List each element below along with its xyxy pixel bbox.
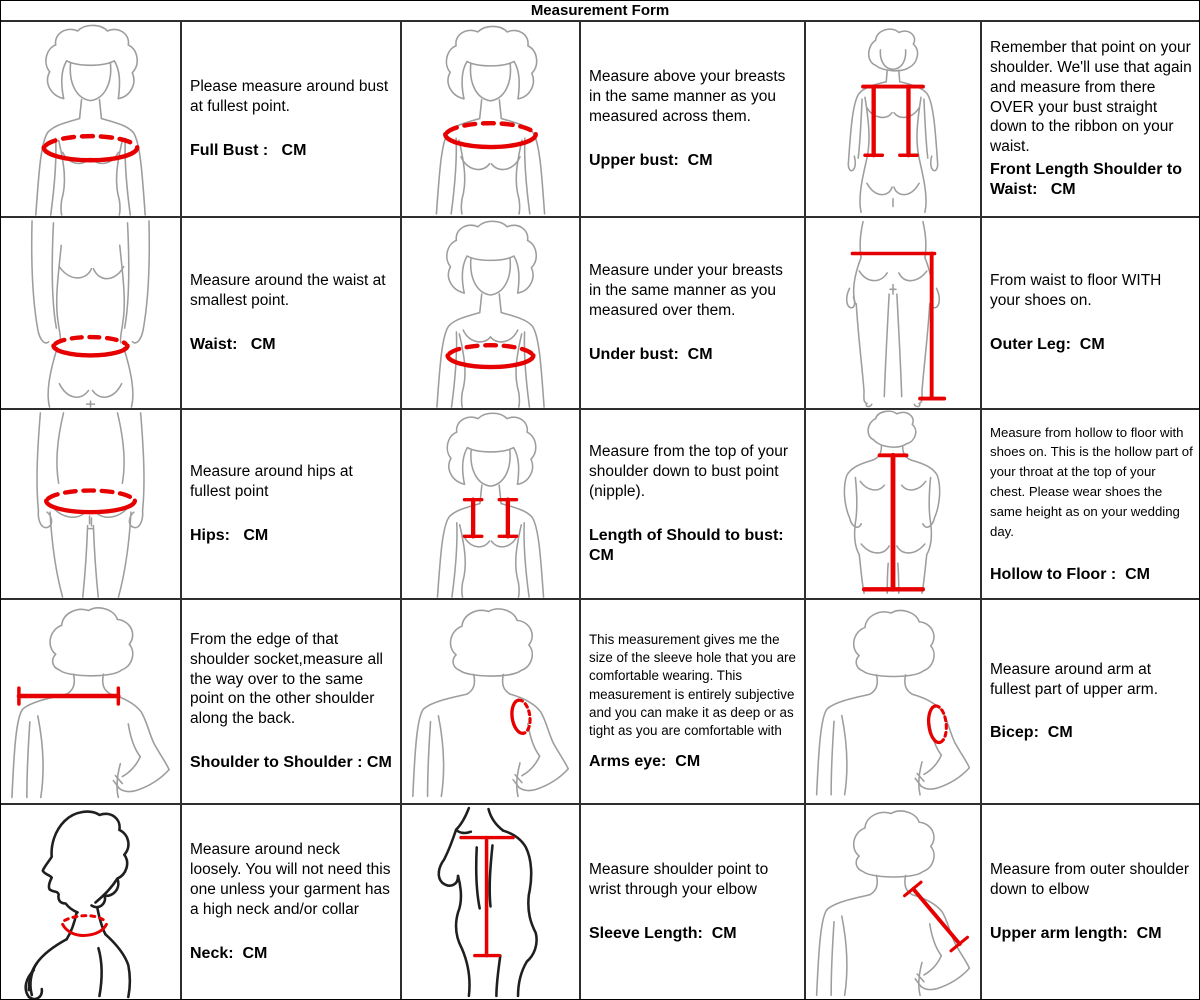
cell-text-under-bust <box>581 218 804 408</box>
cell-text-hollow-to-floor <box>982 410 1199 598</box>
cell-text-shoulder-to-shoulder <box>182 600 400 803</box>
cell-figure-hollow-to-floor <box>806 410 980 598</box>
hips-measure-mark <box>46 491 135 513</box>
measurement-label: Outer Leg: CM <box>990 335 1105 353</box>
cell-figure-under-bust <box>402 218 579 408</box>
shoulder-to-shoulder-figure <box>1 600 180 803</box>
cell-text-hips <box>182 410 400 598</box>
instruction-text: This measurement gives me the size of the sleeve hole that you are comfortable wearing. This measurement is entirely subjective and you can make it as deep or as tight as you are comfortable with <box>589 631 796 738</box>
outer-leg-figure <box>806 218 980 408</box>
cell-text-bicep <box>982 600 1199 803</box>
cell-figure-upper-arm-length <box>806 805 980 999</box>
cell-figure-upper-bust <box>402 22 579 216</box>
cell-text-upper-arm-length <box>982 805 1199 999</box>
arms-eye-measure-mark <box>510 699 532 735</box>
cell-text-shoulder-to-bust <box>581 410 804 598</box>
neck-figure <box>1 805 180 999</box>
measurement-label: Full Bust : CM <box>190 141 307 159</box>
measurement-label: Front Length Shoulder to Waist: CM <box>990 160 1187 198</box>
upper-bust-measure-mark <box>445 123 535 147</box>
measurement-label: Hips: CM <box>190 526 269 544</box>
instruction-text: Measure from hollow to floor with shoes on. This is the hollow part of your throat at the top of your chest. Please wear shoes the same height as on your wedding day. <box>990 424 1193 539</box>
instruction-text: Measure shoulder point to wrist through your elbow <box>589 861 769 898</box>
hollow-to-floor-figure <box>806 410 980 598</box>
cell-figure-waist <box>1 218 180 408</box>
waist-measure-mark <box>53 337 127 355</box>
cell-figure-hips <box>1 410 180 598</box>
instruction-text: Remember that point on your shoulder. We'll use that again and measure from there OVER your bust straight down to the ribbon on your waist. <box>990 39 1192 156</box>
instruction-text: Measure around the waist at smallest point. <box>190 272 386 309</box>
measurement-label: Shoulder to Shoulder : CM <box>190 754 392 772</box>
front-length-figure <box>806 22 980 216</box>
hollow-to-floor-measure-mark <box>864 455 923 589</box>
instruction-text: Measure from outer shoulder down to elbow <box>990 861 1190 898</box>
sleeve-length-figure <box>402 805 579 999</box>
shoulder-to-shoulder-measure-mark <box>19 688 118 704</box>
hips-figure <box>1 410 180 598</box>
sleeve-length-measure-mark <box>461 838 513 956</box>
cell-figure-sleeve-length <box>402 805 579 999</box>
shoulder-to-bust-figure <box>402 410 579 598</box>
measurement-label: Upper arm length: CM <box>990 924 1162 942</box>
bicep-figure <box>806 600 980 803</box>
shoulder-to-bust-measure-mark <box>464 500 516 537</box>
cell-figure-shoulder-to-bust <box>402 410 579 598</box>
cell-figure-outer-leg <box>806 218 980 408</box>
cell-text-front-length <box>982 22 1199 216</box>
cell-figure-full-bust <box>1 22 180 216</box>
cell-text-full-bust <box>182 22 400 216</box>
cell-figure-shoulder-to-shoulder <box>1 600 180 803</box>
upper-arm-length-measure-mark <box>905 882 968 951</box>
cell-figure-neck <box>1 805 180 999</box>
measurement-table <box>1 22 1199 999</box>
bicep-measure-mark <box>927 705 948 743</box>
instruction-text: Measure around neck loosely. You will not need this one unless your garment has a high neck and/or collar <box>190 841 391 918</box>
cell-text-arms-eye <box>581 600 804 803</box>
under-bust-figure <box>402 218 579 408</box>
instruction-text: Please measure around bust at fullest point. <box>190 78 389 115</box>
page-title: Measurement Form <box>1 1 1199 22</box>
measurement-label: Waist: CM <box>190 335 276 353</box>
waist-figure <box>1 218 180 408</box>
under-bust-measure-mark <box>448 345 534 367</box>
measurement-label: Sleeve Length: CM <box>589 924 737 942</box>
measurement-label: Neck: CM <box>190 944 268 962</box>
full-bust-figure <box>1 22 180 216</box>
cell-text-sleeve-length <box>581 805 804 999</box>
instruction-text: Measure from the top of your shoulder down to bust point (nipple). <box>589 443 789 500</box>
full-bust-measure-mark <box>44 136 137 160</box>
cell-text-waist <box>182 218 400 408</box>
instruction-text: Measure under your breasts in the same manner as you measured over them. <box>589 262 783 319</box>
measurement-label: Under bust: CM <box>589 345 713 363</box>
upper-bust-figure <box>402 22 579 216</box>
cell-figure-arms-eye <box>402 600 579 803</box>
instruction-text: Measure around arm at fullest part of upper arm. <box>990 660 1158 698</box>
measurement-label: Bicep: CM <box>990 724 1073 742</box>
instruction-text: Measure around hips at fullest point <box>190 463 353 500</box>
cell-figure-bicep <box>806 600 980 803</box>
front-length-measure-mark <box>863 87 923 156</box>
upper-arm-length-figure <box>806 805 980 999</box>
cell-figure-front-length <box>806 22 980 216</box>
cell-text-outer-leg <box>982 218 1199 408</box>
measurement-label: Upper bust: CM <box>589 151 713 169</box>
instruction-text: From the edge of that shoulder socket,measure all the way over to the same point on the other shoulder along the back. <box>190 630 383 728</box>
neck-measure-mark <box>63 916 107 936</box>
instruction-text: From waist to floor WITH your shoes on. <box>990 272 1162 309</box>
cell-text-neck <box>182 805 400 999</box>
measurement-label: Arms eye: CM <box>589 753 701 771</box>
cell-text-upper-bust <box>581 22 804 216</box>
instruction-text: Measure above your breasts in the same manner as you measured across them. <box>589 68 786 125</box>
arms-eye-figure <box>402 600 579 803</box>
measurement-label: Hollow to Floor : CM <box>990 566 1150 584</box>
measurement-label: Length of Should to bust: CM <box>589 526 793 564</box>
